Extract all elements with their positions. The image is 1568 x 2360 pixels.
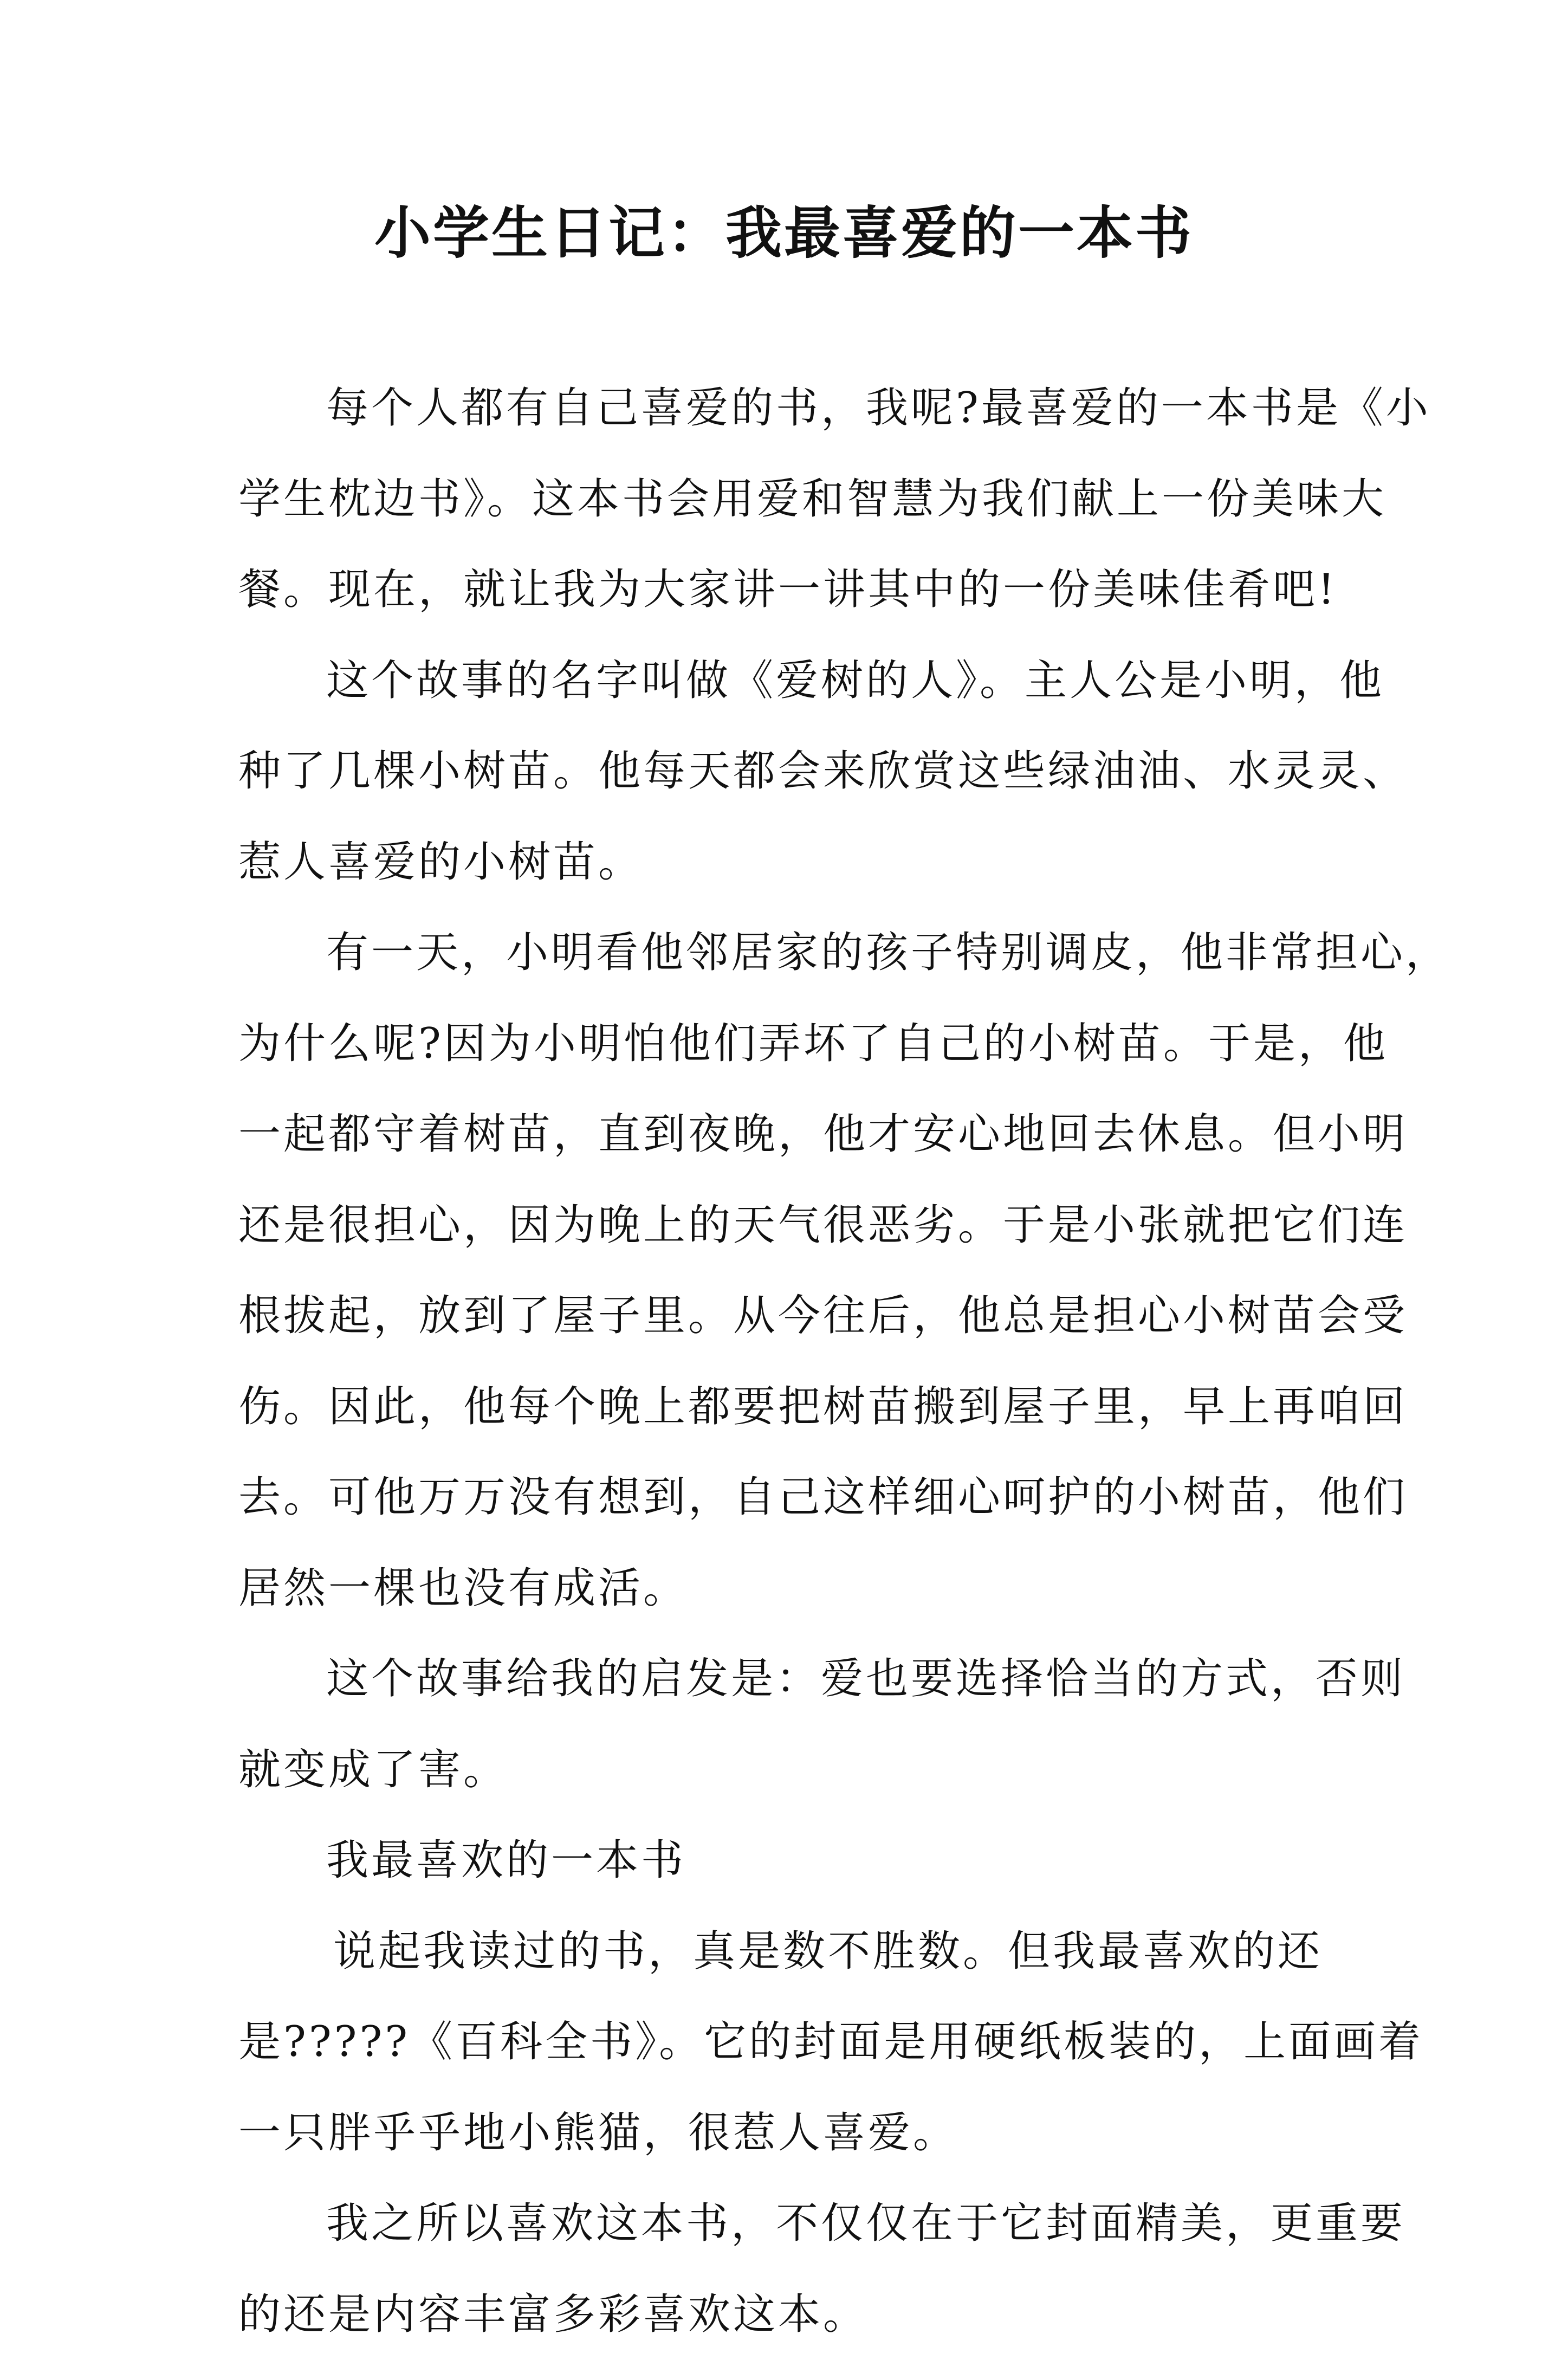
paragraph-line: 去。可他万万没有想到，自己这样细心呵护的小树苗，他们	[238, 1452, 1355, 1543]
paragraph-line: 每个人都有自己喜爱的书，我呢?最喜爱的一本书是《小	[238, 363, 1355, 454]
paragraph-line: 就变成了害。	[238, 1725, 1355, 1816]
paragraph-line: 我之所以喜欢这本书，不仅仅在于它封面精美，更重要	[238, 2178, 1355, 2270]
paragraph-line: 还是很担心，因为晚上的天气很恶劣。于是小张就把它们连	[238, 1180, 1355, 1271]
paragraph-line: 伤。因此，他每个晚上都要把树苗搬到屋子里，早上再咱回	[238, 1362, 1355, 1453]
paragraph-line: 这个故事给我的启发是：爱也要选择恰当的方式，否则	[238, 1634, 1355, 1725]
paragraph-line: 为什么呢?因为小明怕他们弄坏了自己的小树苗。于是，他	[238, 999, 1355, 1090]
paragraph-line: 是?????《百科全书》。它的封面是用硬纸板装的，上面画着	[238, 1997, 1355, 2088]
document-title: 小学生日记：我最喜爱的一本书	[0, 195, 1568, 271]
paragraph-line: 说起我读过的书，真是数不胜数。但我最喜欢的还	[238, 1906, 1355, 1997]
document-body	[238, 363, 1355, 2360]
paragraph-line: 的还是内容丰富多彩喜欢这本。	[238, 2270, 1355, 2360]
paragraph-line: 餐。现在，就让我为大家讲一讲其中的一份美味佳肴吧!	[238, 545, 1355, 636]
paragraph-line: 这个故事的名字叫做《爱树的人》。主人公是小明，他	[238, 636, 1355, 727]
paragraph-line: 有一天，小明看他邻居家的孩子特别调皮，他非常担心，	[238, 908, 1355, 999]
section-heading: 我最喜欢的一本书	[238, 1815, 1355, 1906]
paragraph-line: 学生枕边书》。这本书会用爱和智慧为我们献上一份美味大	[238, 454, 1355, 545]
paragraph-line: 一起都守着树苗，直到夜晚，他才安心地回去休息。但小明	[238, 1089, 1355, 1180]
paragraph-line: 一只胖乎乎地小熊猫，很惹人喜爱。	[238, 2088, 1355, 2179]
paragraph-line: 惹人喜爱的小树苗。	[238, 817, 1355, 908]
paragraph-line: 种了几棵小树苗。他每天都会来欣赏这些绿油油、水灵灵、	[238, 726, 1355, 817]
paragraph-line: 根拔起，放到了屋子里。从今往后，他总是担心小树苗会受	[238, 1271, 1355, 1362]
paragraph-line: 居然一棵也没有成活。	[238, 1543, 1355, 1634]
